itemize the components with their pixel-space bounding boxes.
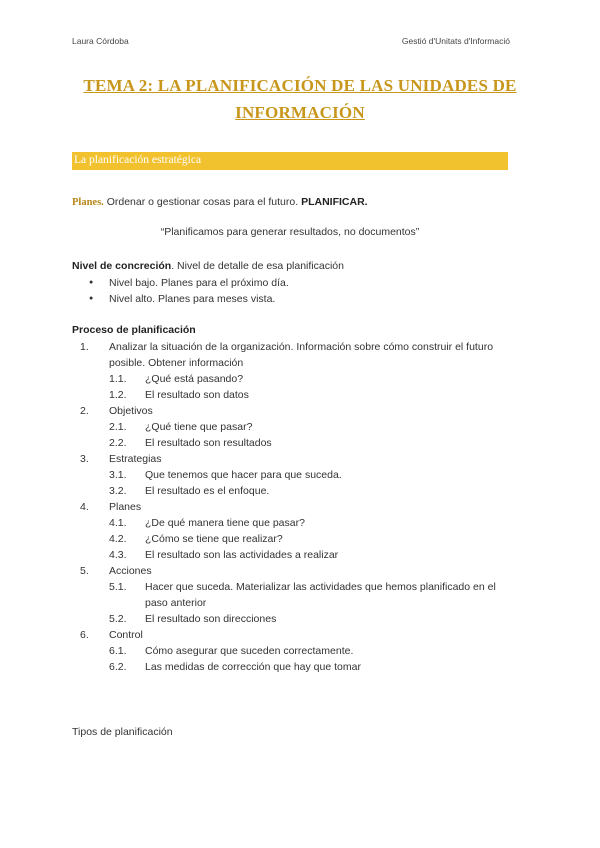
step-number: 5.1.	[109, 581, 127, 593]
step-text: El resultado son direcciones	[145, 613, 277, 625]
step-text: El resultado son resultados	[145, 437, 272, 449]
page-header	[72, 36, 510, 46]
step-text: ¿De qué manera tiene que pasar?	[145, 517, 305, 529]
quote: “Planificamos para generar resultados, no documentos”	[160, 226, 420, 238]
step-text: Planes	[109, 501, 142, 513]
step-number: 4.1.	[109, 517, 127, 529]
step-number: 2.	[80, 405, 89, 417]
tipos-heading: Tipos de planificación	[72, 726, 173, 738]
step-text: Estrategias	[109, 453, 162, 465]
step-text: ¿Qué tiene que pasar?	[145, 421, 253, 433]
step-number: 3.1.	[109, 469, 127, 481]
step-number: 3.	[80, 453, 89, 465]
step-text: Control	[109, 629, 143, 641]
step-text: Las medidas de corrección que hay que tomar	[145, 661, 361, 673]
proceso-heading: Proceso de planificación	[72, 324, 196, 336]
title-line-2: INFORMACIÓN	[235, 103, 365, 122]
header-author: Laura Córdoba	[72, 36, 129, 46]
nivel-paragraph	[72, 259, 344, 273]
step-text: ¿Qué está pasando?	[145, 373, 244, 385]
step-number: 4.	[80, 501, 89, 513]
bullet-text: Nivel bajo. Planes para el próximo día.	[109, 277, 289, 289]
step-text: El resultado es el enfoque.	[145, 485, 270, 497]
bullet-dot: ●	[89, 295, 94, 302]
step-text: Objetivos	[109, 405, 153, 417]
step-text-continuation: posible. Obtener información	[109, 357, 244, 369]
step-number: 5.	[80, 565, 89, 577]
section-heading: La planificación estratégica	[74, 154, 202, 166]
step-text: Que tenemos que hacer para que suceda.	[145, 469, 342, 481]
planes-keyword: Planes.	[72, 197, 104, 208]
step-text: Hacer que suceda. Materializar las actividades que hemos planificado en el	[145, 581, 496, 593]
bullet-text: Nivel alto. Planes para meses vista.	[109, 293, 276, 305]
step-number: 1.1.	[109, 373, 127, 385]
step-number: 1.	[80, 341, 89, 353]
step-number: 5.2.	[109, 613, 127, 625]
bullet-dot: ●	[89, 279, 94, 286]
header-course: Gestió d'Unitats d'Informació	[401, 36, 510, 46]
step-text: Analizar la situación de la organización. Información sobre cómo construir el futuro	[109, 341, 494, 353]
step-text: El resultado son datos	[145, 389, 249, 401]
step-text: Acciones	[109, 565, 152, 577]
step-text: Cómo asegurar que suceden correctamente.	[145, 645, 354, 657]
step-number: 4.3.	[109, 549, 127, 561]
planes-text: Ordenar o gestionar cosas para el futuro.	[103, 196, 302, 208]
nivel-keyword: Nivel de concreción	[72, 260, 172, 272]
step-text-continuation: paso anterior	[145, 597, 207, 609]
nivel-text: . Nivel de detalle de esa planificación	[171, 260, 344, 272]
step-number: 1.2.	[109, 389, 127, 401]
step-number: 2.2.	[109, 437, 127, 449]
planes-bold: PLANIFICAR.	[301, 196, 368, 208]
planes-paragraph	[72, 195, 368, 210]
step-text: ¿Cómo se tiene que realizar?	[145, 533, 283, 545]
step-number: 6.2.	[109, 661, 127, 673]
step-number: 6.1.	[109, 645, 127, 657]
title-line-1: TEMA 2: LA PLANIFICACIÓN DE LAS UNIDADES DE	[83, 76, 517, 95]
step-number: 4.2.	[109, 533, 127, 545]
step-number: 2.1.	[109, 421, 127, 433]
step-text: El resultado son las actividades a realizar	[145, 549, 339, 561]
step-number: 6.	[80, 629, 89, 641]
document-title	[72, 72, 528, 126]
step-number: 3.2.	[109, 485, 127, 497]
section-heading-bar	[72, 152, 508, 170]
